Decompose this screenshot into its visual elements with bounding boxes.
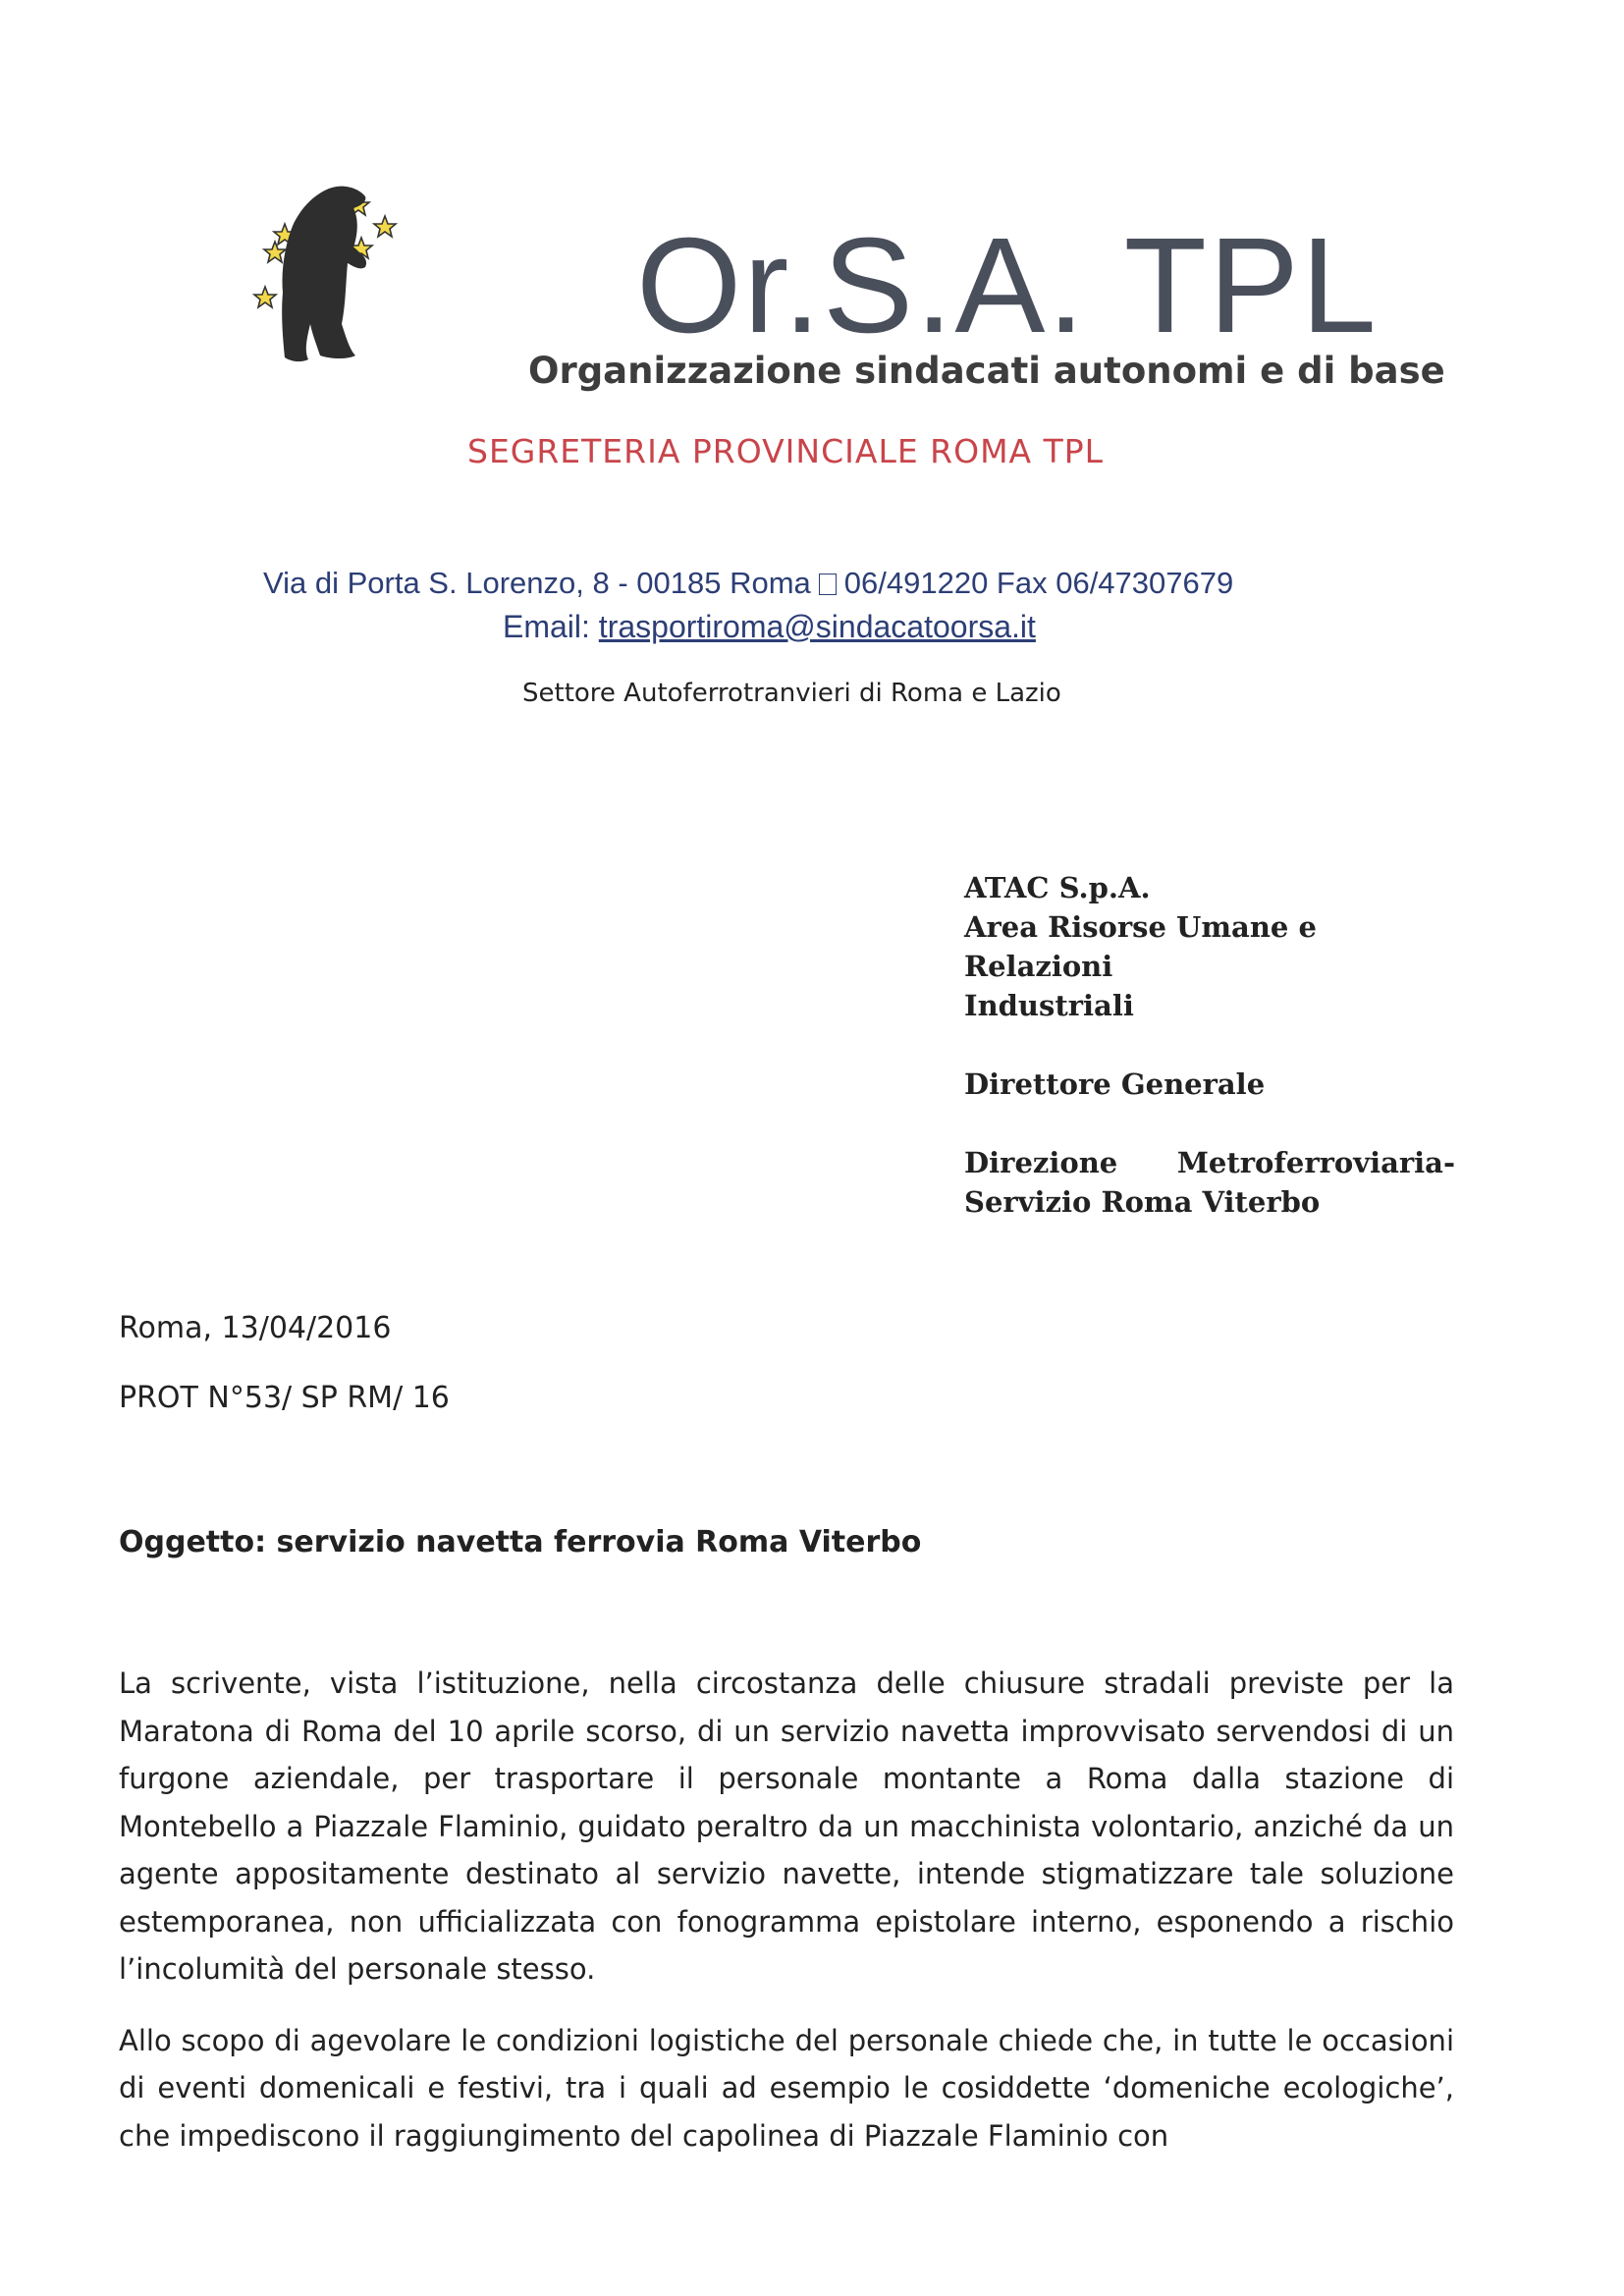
phone-icon (819, 574, 837, 595)
recipient-direction-line2: Servizio Roma Viterbo (964, 1185, 1321, 1219)
email-link[interactable]: trasportiroma@sindacatoorsa.it (598, 609, 1036, 644)
phone-fax: 06/491220 Fax 06/47307679 (843, 566, 1234, 600)
bear-with-stars-icon (236, 177, 530, 383)
organization-brand: Or.S.A. TPL (636, 210, 1379, 361)
organization-tagline: Organizzazione sindacati autonomi e di base (528, 350, 1445, 392)
body-paragraph: La scrivente, vista l’istituzione, nella circostanza delle chiusure stradali previste per la Maratona di Roma del 10 aprile scorso, di un servizio navetta improvvisato servendosi di un furgone aziendale, per trasportare il personale montante a Roma dalla stazione di Montebello a Piazzale Flaminio, guidato peraltro da un macchinista volontario, anziché da un agente appositamente destinato al servizio navette, intende stigmatizzare tale soluzione estemporanea, non ufficializzata con fonogramma epistolare interno, esponendo a rischio l’incolumità del personale stesso. (119, 1667, 1454, 1986)
letter-protocol: PROT N°53/ SP RM/ 16 (119, 1381, 450, 1415)
email-line (503, 609, 1036, 645)
street-address: Via di Porta S. Lorenzo, 8 - 00185 Roma (263, 566, 811, 600)
letter-date: Roma, 13/04/2016 (119, 1311, 392, 1345)
body-paragraph: Allo scopo di agevolare le condizioni logistiche del personale chiede che, in tutte le occasioni di eventi domenicali e festivi, tra i quali ad esempio le cosiddette ‘domeniche ecologiche’, che impediscono il raggiungimento del capolinea di Piazzale Flaminio con (119, 2023, 1454, 2153)
recipient-department-line1: Area Risorse Umane e Relazioni (964, 910, 1317, 983)
letter-body (119, 1660, 1454, 2183)
email-label: Email: (503, 609, 590, 644)
recipient-company: ATAC S.p.A. (964, 871, 1151, 904)
letter-subject: Oggetto: servizio navetta ferrovia Roma Viterbo (119, 1525, 922, 1559)
segreteria-heading: SEGRETERIA PROVINCIALE ROMA TPL (467, 432, 1105, 470)
recipient-director: Direttore Generale (964, 1067, 1266, 1101)
sector-line: Settore Autoferrotranvieri di Roma e Lazio (522, 679, 1061, 708)
recipient-direction-line1: Direzione Metroferroviaria- (964, 1146, 1455, 1179)
recipients-block (964, 868, 1455, 1222)
recipient-department-line2: Industriali (964, 989, 1134, 1022)
address-line (263, 566, 1233, 601)
